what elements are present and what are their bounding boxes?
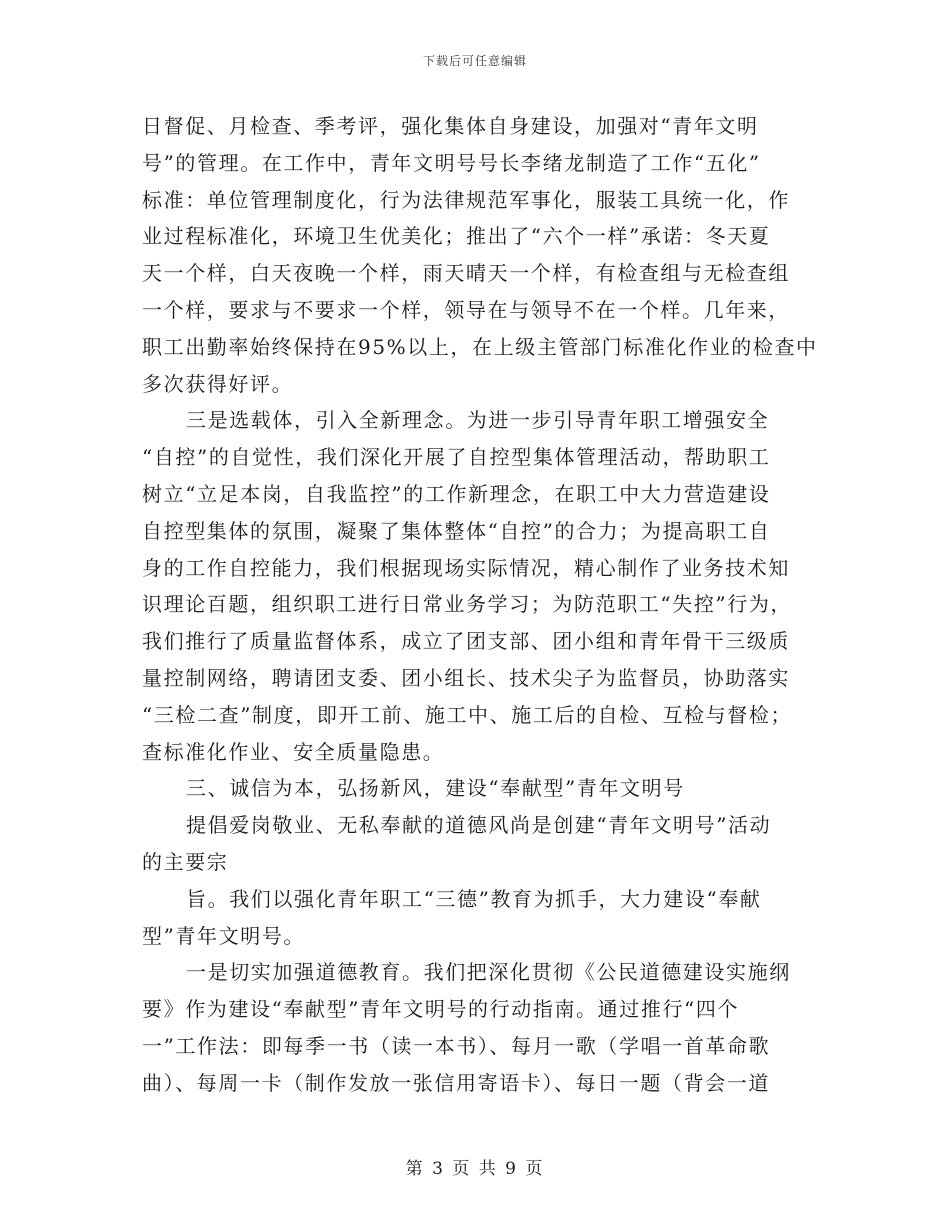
text-line: 的主要宗 [142, 849, 229, 874]
text-line: 一是切实加强道德教育。我们把深化贯彻《公民道德建设实施纲 [186, 960, 791, 985]
text-line: 树立“立足本岗，自我监控”的工作新理念，在职工中大力营造建设 [142, 481, 771, 506]
text-line: 旨。我们以强化青年职工“三德”教育为抓手，大力建设“奉献 [186, 886, 762, 911]
text-line: 多次获得好评。 [142, 371, 294, 396]
text-line: 查标准化作业、安全质量隐患。 [142, 739, 445, 764]
page-header-note: 下载后可任意编辑 [422, 54, 527, 68]
text-line: 职工出勤率始终保持在95%以上，在上级主管部门标准化作业的检查中 [142, 334, 818, 359]
text-line: 三是选载体，引入全新理念。为进一步引导青年职工增强安全 [186, 408, 770, 433]
page-number: 第 3 页 共 9 页 [405, 1159, 545, 1179]
text-line: 号”的管理。在工作中，青年文明号号长李绪龙制造了工作“五化” [142, 150, 761, 175]
document-body [142, 108, 818, 1102]
text-line: 提倡爱岗敬业、无私奉献的道德风尚是创建“青年文明号”活动 [186, 813, 772, 838]
text-line: “自控”的自觉性，我们深化开展了自控型集体管理活动，帮助职工 [142, 445, 771, 470]
text-line: “三检二查”制度，即开工前、施工中、施工后的自检、互检与督检； [142, 702, 793, 727]
text-line: 要》作为建设“奉献型”青年文明号的行动指南。通过推行“四个 [142, 997, 740, 1022]
text-line: 标准：单位管理制度化，行为法律规范军事化，服装工具统一化，作 [142, 187, 790, 212]
text-line: 身的工作自控能力，我们根据现场实际情况，精心制作了业务技术知 [142, 555, 790, 580]
text-line: 一个样，要求与不要求一个样，领导在与领导不在一个样。几年来， [142, 297, 790, 322]
text-line: 型”青年文明号。 [142, 923, 306, 948]
text-line: 日督促、月检查、季考评，强化集体自身建设，加强对“青年文明 [142, 114, 759, 138]
text-line: 曲）、每周一卡（制作发放一张信用寄语卡）、每日一题（背会一道 [142, 1070, 770, 1095]
text-line: 我们推行了质量监督体系，成立了团支部、团小组和青年骨干三级质 [142, 629, 790, 654]
text-line: 量控制网络，聘请团支委、团小组长、技术尖子为监督员，协助落实 [142, 665, 790, 690]
text-line: 三、诚信为本，弘扬新风，建设“奉献型”青年文明号 [186, 776, 685, 801]
text-line: 业过程标准化，环境卫生优美化；推出了“六个一样”承诺：冬天夏 [142, 224, 771, 249]
text-line: 自控型集体的氛围，凝聚了集体整体“自控”的合力；为提高职工自 [142, 518, 771, 543]
text-line: 识理论百题，组织职工进行日常业务学习；为防范职工“失控”行为， [142, 592, 793, 617]
text-line: 天一个样，白天夜晚一个样，雨天晴天一个样，有检查组与无检查组 [142, 261, 790, 286]
text-line: 一”工作法：即每季一书（读一本书）、每月一歌（学唱一首革命歌 [142, 1033, 771, 1058]
